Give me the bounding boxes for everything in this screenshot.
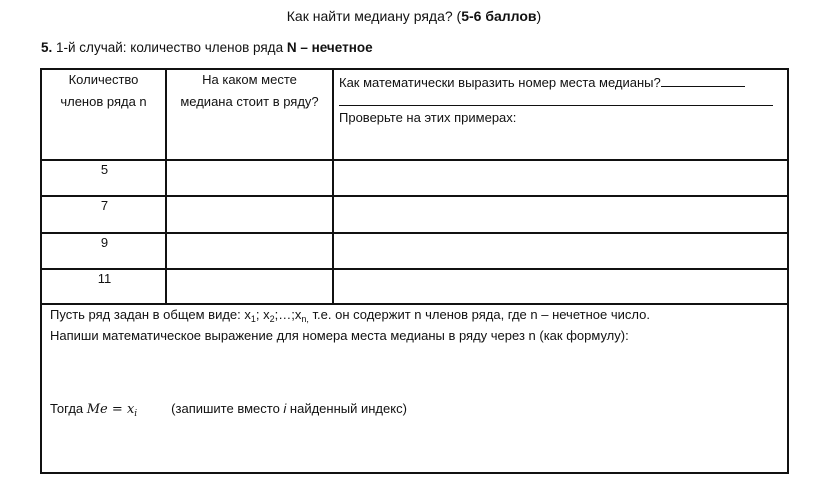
- row-value-1: 5: [100, 162, 109, 177]
- header-count-line2: членов ряда n: [60, 94, 147, 109]
- section-bold: N – нечетное: [286, 40, 373, 55]
- formula-i: i: [134, 409, 138, 419]
- header-check: Проверьте на этих примерах:: [339, 110, 517, 125]
- formula-eq: =: [107, 402, 127, 417]
- formula-x: x: [126, 402, 135, 417]
- hint-prefix: (запишите вместо: [171, 401, 284, 416]
- hint-suffix: найденный индекс): [286, 401, 407, 416]
- answer-blank-line[interactable]: [661, 70, 745, 87]
- formula-me: Me: [86, 402, 108, 417]
- section-text: 1-й случай: количество членов ряда: [52, 40, 287, 55]
- median-table: [40, 68, 789, 474]
- row-value-4: 11: [97, 271, 112, 286]
- header-place-line1: На каком месте: [202, 72, 297, 87]
- sep-1: ; x: [255, 307, 270, 322]
- page-title: [0, 6, 828, 26]
- header-count-line1: Количество: [68, 72, 139, 87]
- header-place-line2: медиана стоит в ряду?: [180, 94, 319, 109]
- section-number: 5.: [41, 40, 53, 55]
- title-text: Как найти медиану ряда? (: [286, 8, 462, 24]
- sub-n: n,: [301, 314, 309, 324]
- title-close: ): [536, 8, 542, 24]
- header-question-text: Как математически выразить номер места медианы?: [339, 75, 661, 90]
- general-form-prefix: Пусть ряд задан в общем виде: x: [50, 307, 251, 322]
- section-heading: [41, 38, 373, 58]
- then-label: Тогда: [50, 401, 87, 416]
- formula-line: [50, 399, 407, 424]
- general-form-suffix: т.е. он содержит n членов ряда, где n – нечетное число.: [308, 307, 650, 322]
- row-value-3: 9: [100, 235, 109, 250]
- title-points: 5-6 баллов: [461, 8, 537, 24]
- answer-blank-line-2[interactable]: [339, 104, 773, 106]
- header-question: [339, 70, 779, 94]
- row-value-2: 7: [100, 198, 109, 213]
- hint-i: i: [283, 401, 287, 416]
- sep-2: ;…;x: [274, 307, 302, 322]
- sub-2: 2: [269, 314, 275, 324]
- header-count: [42, 69, 165, 113]
- header-place: [167, 69, 332, 113]
- instruction-line: Напиши математическое выражение для номера места медианы в ряду через n (как формулу):: [50, 328, 629, 343]
- sub-1: 1: [250, 314, 256, 324]
